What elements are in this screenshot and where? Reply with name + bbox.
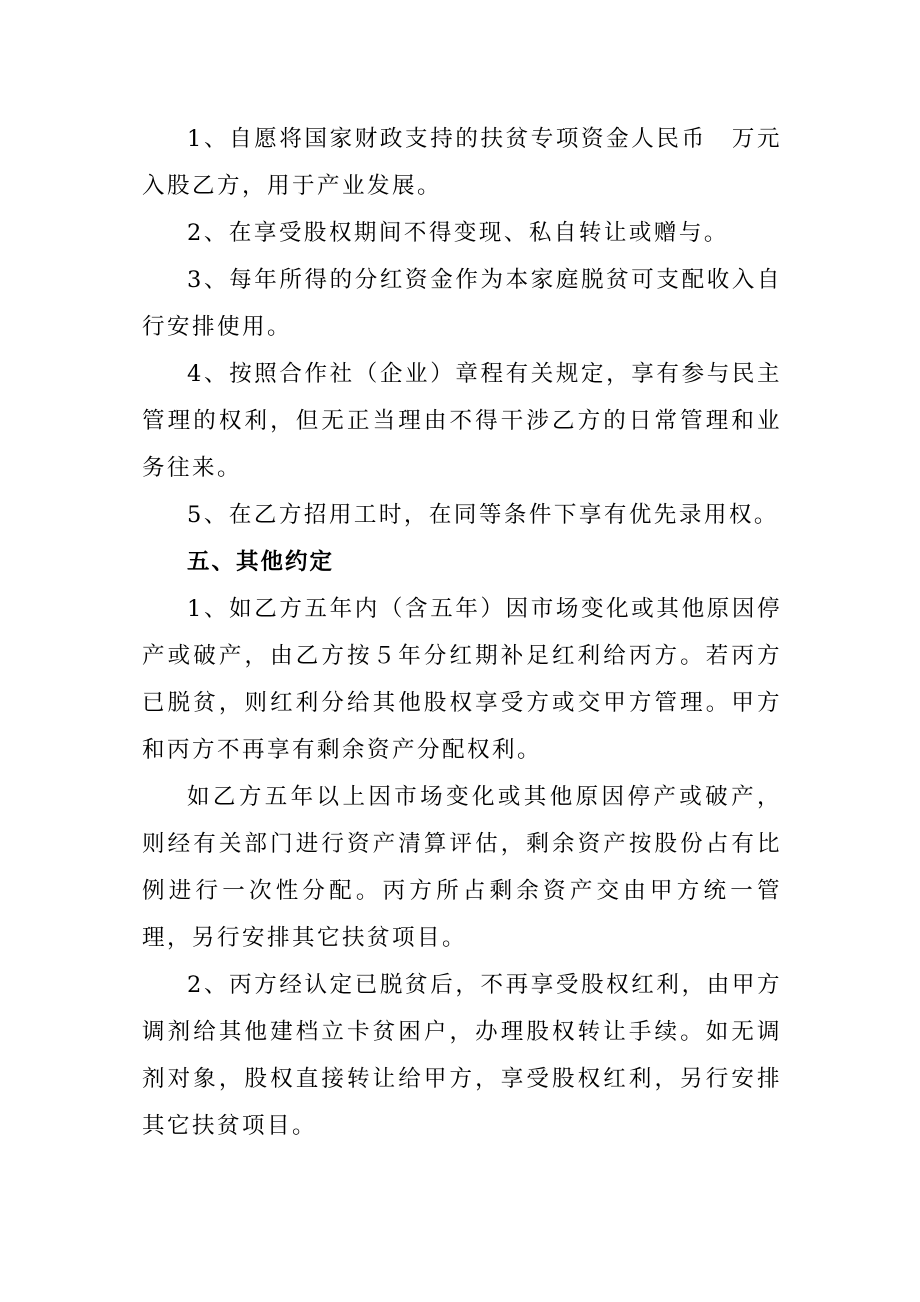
document-body bbox=[142, 116, 782, 1150]
clause-5-item-2: 2、丙方经认定已脱贫后，不再享受股权红利，由甲方调剂给其他建档立卡贫困户，办理股权转让手续。如无调剂对象，股权直接转让给甲方，享受股权红利，另行安排其它扶贫项目。 bbox=[142, 972, 782, 1139]
clause-5-item-1-continued: 如乙方五年以上因市场变化或其他原因停产或破产，则经有关部门进行资产清算评估，剩余资产按股份占有比例进行一次性分配。丙方所占剩余资产交由甲方统一管理，另行安排其它扶贫项目。 bbox=[142, 784, 782, 951]
clause-4-item-2: 2、在享受股权期间不得变现、私自转让或赠与。 bbox=[187, 220, 729, 246]
clause-4-item-5: 5、在乙方招用工时，在同等条件下享有优先录用权。 bbox=[187, 502, 779, 528]
clause-4-item-3: 3、每年所得的分红资金作为本家庭脱贫可支配收入自行安排使用。 bbox=[142, 267, 782, 340]
section-five-heading: 五、其他约定 bbox=[187, 549, 335, 575]
clause-5-item-1: 1、如乙方五年内（含五年）因市场变化或其他原因停产或破产，由乙方按５年分红期补足红利给丙方。若丙方已脱贫，则红利分给其他股权享受方或交甲方管理。甲方和丙方不再享有剩余资产分配权利。 bbox=[142, 596, 782, 763]
clause-4-item-4: 4、按照合作社（企业）章程有关规定，享有参与民主管理的权利，但无正当理由不得干涉乙方的日常管理和业务往来。 bbox=[142, 361, 782, 481]
clause-4-item-1: 1、自愿将国家财政支持的扶贫专项资金人民币 万元入股乙方，用于产业发展。 bbox=[142, 126, 782, 199]
